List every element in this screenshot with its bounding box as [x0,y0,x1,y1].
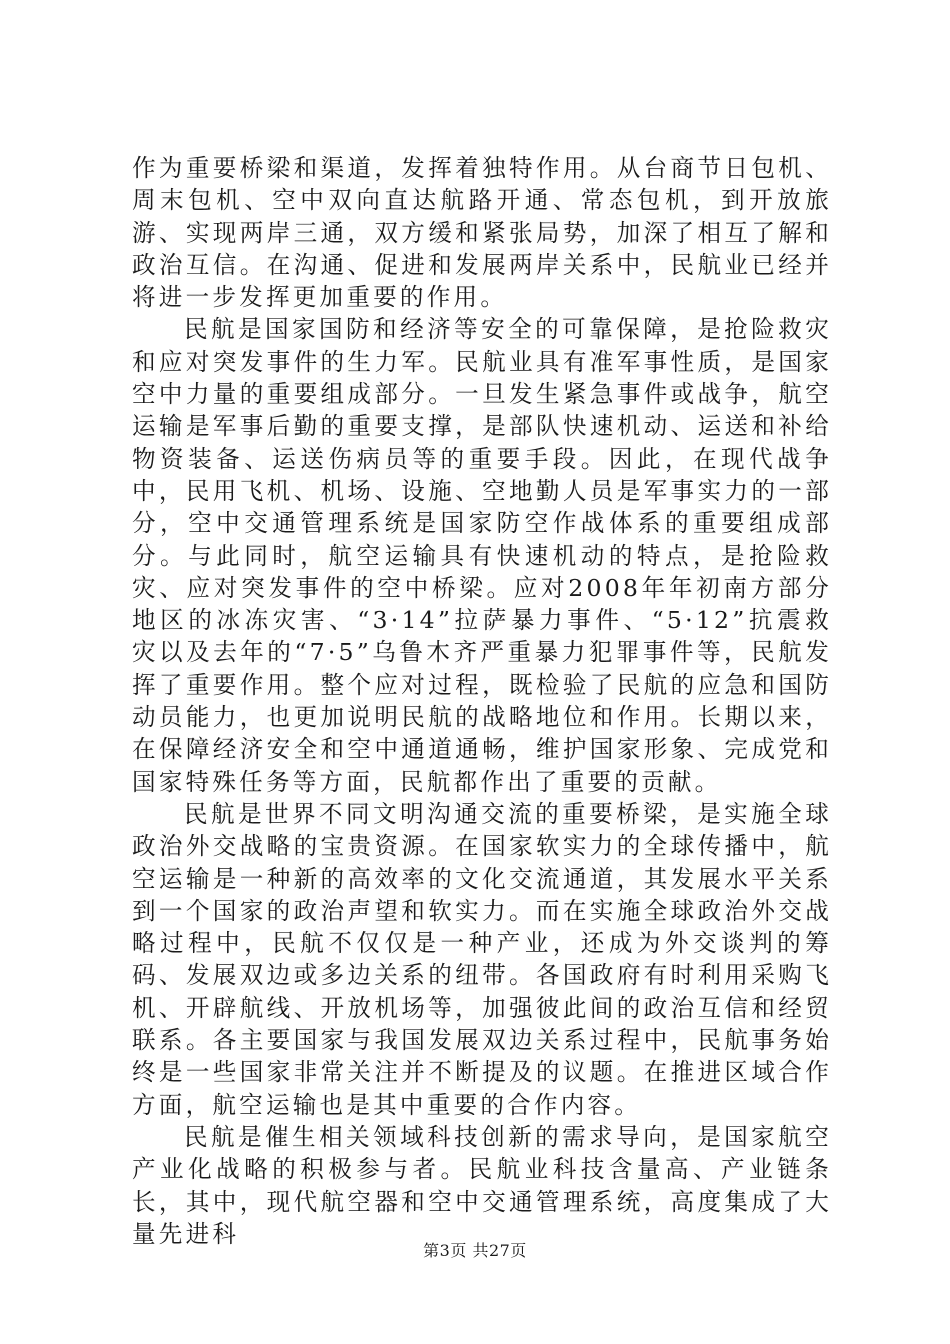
page-number-footer: 第3页 共27页 [423,1241,527,1260]
paragraph-3: 民航是世界不同文明沟通交流的重要桥梁，是实施全球政治外交战略的宝贵资源。在国家软实力的全球传播中，航空运输是一种新的高效率的文化交流通道，其发展水平关系到一个国家的政治声望和软实力。而在实施全球政治外交战略过程中，民航不仅仅是一种产业，还成为外交谈判的筹码、发展双边或多边关系的纽带。各国政府有时利用采购飞机、开辟航线、开放机场等，加强彼此间的政治互信和经贸联系。各主要国家与我国发展双边关系过程中，民航事务始终是一些国家非常关注并不断提及的议题。在推进区域合作方面，航空运输也是其中重要的合作内容。 [132,799,832,1119]
document-body [132,152,832,1250]
paragraph-2: 民航是国家国防和经济等安全的可靠保障，是抢险救灾和应对突发事件的生力军。民航业具有准军事性质，是国家空中力量的重要组成部分。一旦发生紧急事件或战争，航空运输是军事后勤的重要支撑，是部队快速机动、运送和补给物资装备、运送伤病员等的重要手段。因此，在现代战争中，民用飞机、机场、设施、空地勤人员是军事实力的一部分，空中交通管理系统是国家防空作战体系的重要组成部分。与此同时，航空运输具有快速机动的特点，是抢险救灾、应对突发事件的空中桥梁。应对2008年年初南方部分地区的冰冻灾害、“3·14”拉萨暴力事件、“5·12”抗震救灾以及去年的“7·5”乌鲁木齐严重暴力犯罪事件等，民航发挥了重要作用。整个应对过程，既检验了民航的应急和国防动员能力，也更加说明民航的战略地位和作用。长期以来，在保障经济安全和空中通道通畅，维护国家形象、完成党和国家特殊任务等方面，民航都作出了重要的贡献。 [132,315,832,796]
paragraph-4: 民航是催生相关领域科技创新的需求导向，是国家航空产业化战略的积极参与者。民航业科技含量高、产业链条长，其中，现代航空器和空中交通管理系统，高度集成了大量先进科 [132,1122,832,1248]
paragraph-1: 作为重要桥梁和渠道，发挥着独特作用。从台商节日包机、周末包机、空中双向直达航路开通、常态包机，到开放旅游、实现两岸三通，双方缓和紧张局势，加深了相互了解和政治互信。在沟通、促进和发展两岸关系中，民航业已经并将进一步发挥更加重要的作用。 [132,154,832,312]
